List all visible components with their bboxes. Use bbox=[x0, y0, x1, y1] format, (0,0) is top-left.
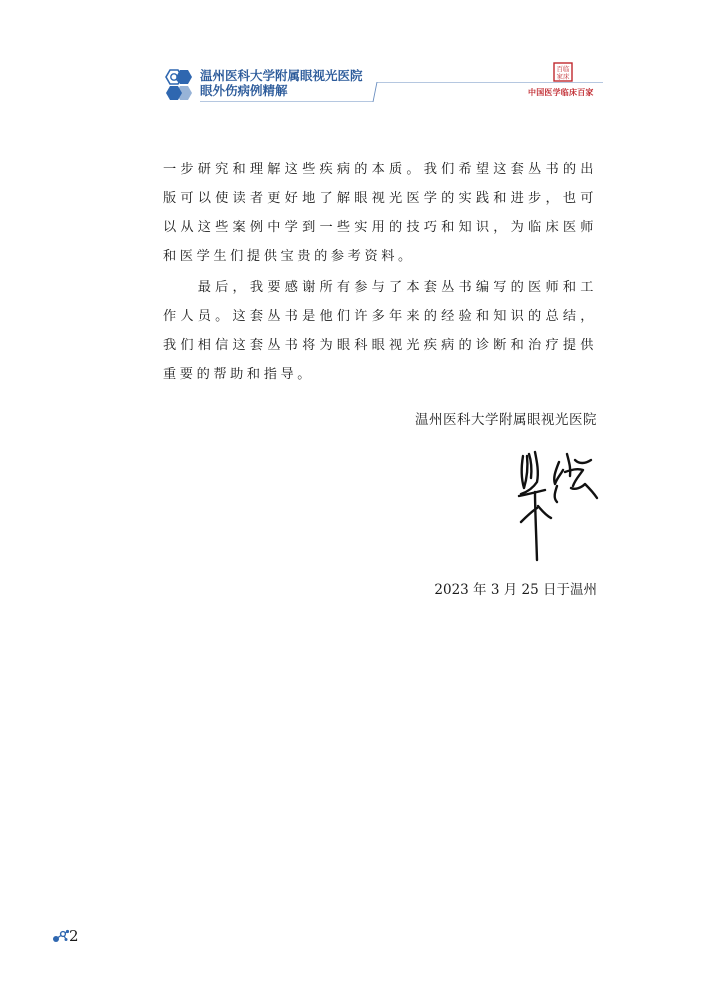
series-name: 中国医学临床百家 bbox=[528, 88, 594, 97]
handwritten-signature bbox=[515, 448, 605, 568]
book-title-line1: 温州医科大学附属眼视光医院 bbox=[200, 68, 363, 83]
paragraph-2-text: 最后，我要感谢所有参与了本套丛书编写的医师和工作人员。这套丛书是他们许多年来的经验和知识的总结，我们相信这套丛书将为眼科眼视光疾病的诊断和治疗提供重要的帮助和指导。 bbox=[163, 280, 597, 383]
paragraph-2 bbox=[163, 273, 597, 389]
svg-text:家床: 家床 bbox=[556, 72, 570, 81]
paragraph-1: 一步研究和理解这些疾病的本质。我们希望这套丛书的出版可以使读者更好地了解眼视光医学的实践和进步，也可以从这些案例中学到一些实用的技巧和知识，为临床医师和医学生们提供宝贵的参考资料。 bbox=[163, 162, 597, 265]
signature-organization: 温州医科大学附属眼视光医院 bbox=[415, 412, 597, 428]
signature-date: 2023 年 3 月 25 日于温州 bbox=[434, 582, 597, 598]
paragraph-indent bbox=[163, 280, 198, 295]
seal-logo bbox=[553, 62, 573, 82]
page-header bbox=[0, 0, 722, 110]
svg-text:百临: 百临 bbox=[556, 65, 570, 73]
molecule-icon bbox=[52, 929, 70, 943]
book-title-line2: 眼外伤病例精解 bbox=[200, 83, 288, 98]
page-number: 2 bbox=[69, 927, 79, 945]
